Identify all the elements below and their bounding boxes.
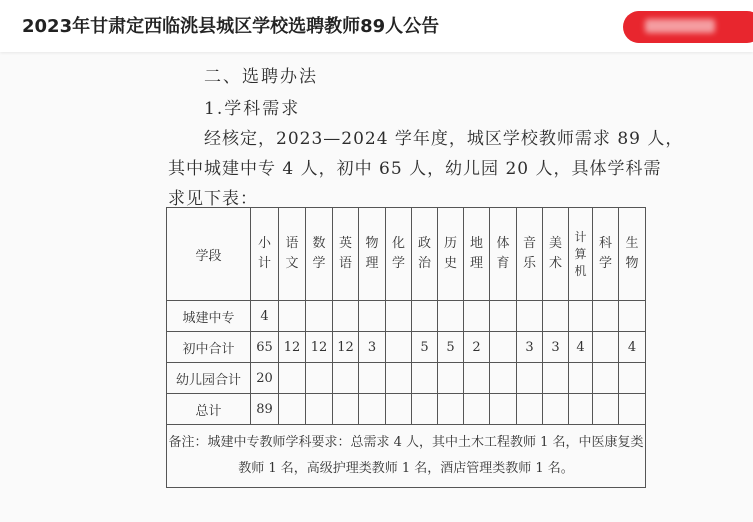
table-cell xyxy=(438,363,464,394)
table-header-row xyxy=(167,208,646,301)
table-cell xyxy=(386,363,412,394)
table-cell xyxy=(543,301,569,332)
table-cell xyxy=(306,301,333,332)
subsection-heading: 1.学科需求 xyxy=(204,99,301,119)
table-cell xyxy=(359,301,386,332)
table-cell xyxy=(279,363,306,394)
document-image xyxy=(0,52,753,522)
subject-demand-table xyxy=(166,207,646,488)
table-cell xyxy=(359,363,386,394)
header-cell: 学段 xyxy=(167,208,251,301)
header-cell: 计算机 xyxy=(569,208,593,301)
table-cell xyxy=(569,363,593,394)
table-cell: 4 xyxy=(569,332,593,363)
header-cell: 音乐 xyxy=(517,208,543,301)
header-cell: 生物 xyxy=(619,208,646,301)
top-bar xyxy=(0,0,753,52)
action-button[interactable] xyxy=(623,11,753,43)
header-cell: 小计 xyxy=(251,208,279,301)
header-cell: 美术 xyxy=(543,208,569,301)
table-cell: 2 xyxy=(464,332,490,363)
table-cell xyxy=(490,394,517,425)
table-cell xyxy=(543,363,569,394)
paragraph-line: 其中城建中专 4 人，初中 65 人，幼儿园 20 人，具体学科需 xyxy=(168,159,662,179)
header-cell: 化学 xyxy=(386,208,412,301)
paragraph-line: 求见下表： xyxy=(168,189,258,209)
table-cell xyxy=(593,394,619,425)
table-cell: 初中合计 xyxy=(167,332,251,363)
table-cell xyxy=(333,301,359,332)
table-cell xyxy=(593,363,619,394)
table-cell xyxy=(490,363,517,394)
table-cell xyxy=(490,301,517,332)
header-cell: 地理 xyxy=(464,208,490,301)
table-cell: 12 xyxy=(306,332,333,363)
table-cell xyxy=(306,394,333,425)
table-cell: 城建中专 xyxy=(167,301,251,332)
header-cell: 语文 xyxy=(279,208,306,301)
table-cell xyxy=(279,301,306,332)
table-note-row xyxy=(167,425,646,488)
table-cell xyxy=(412,394,438,425)
table-cell: 89 xyxy=(251,394,279,425)
table-cell: 5 xyxy=(438,332,464,363)
table-cell xyxy=(386,301,412,332)
table-cell: 3 xyxy=(517,332,543,363)
header-cell: 科学 xyxy=(593,208,619,301)
table-row xyxy=(167,394,646,425)
table-cell xyxy=(490,332,517,363)
table-note: 备注：城建中专教师学科要求：总需求 4 人，其中土木工程教师 1 名，中医康复类教师 1 名，高级护理类教师 1 名，酒店管理类教师 1 名。 xyxy=(167,425,646,488)
table-cell: 3 xyxy=(359,332,386,363)
table-cell xyxy=(386,332,412,363)
paragraph-line: 经核定，2023—2024 学年度，城区学校教师需求 89 人， xyxy=(204,129,684,149)
table-cell xyxy=(619,301,646,332)
table-cell xyxy=(593,332,619,363)
table-cell xyxy=(619,394,646,425)
table-cell: 20 xyxy=(251,363,279,394)
table-cell xyxy=(464,301,490,332)
table-cell xyxy=(279,394,306,425)
header-cell: 物理 xyxy=(359,208,386,301)
table-row xyxy=(167,301,646,332)
table-cell xyxy=(464,363,490,394)
header-cell: 政治 xyxy=(412,208,438,301)
table-cell xyxy=(306,363,333,394)
table-cell xyxy=(464,394,490,425)
table-cell xyxy=(517,301,543,332)
table-row xyxy=(167,332,646,363)
table-cell xyxy=(569,301,593,332)
table-cell: 4 xyxy=(251,301,279,332)
table-cell xyxy=(569,394,593,425)
header-cell: 体育 xyxy=(490,208,517,301)
table-cell xyxy=(359,394,386,425)
header-cell: 数学 xyxy=(306,208,333,301)
table-cell xyxy=(543,394,569,425)
table-cell: 幼儿园合计 xyxy=(167,363,251,394)
table-cell xyxy=(386,394,412,425)
table-cell: 12 xyxy=(279,332,306,363)
table-cell: 4 xyxy=(619,332,646,363)
table-cell xyxy=(619,363,646,394)
header-cell: 英语 xyxy=(333,208,359,301)
table-row xyxy=(167,363,646,394)
page-title: 2023年甘肃定西临洮县城区学校选聘教师89人公告 xyxy=(22,16,440,37)
table-cell xyxy=(517,394,543,425)
table-cell xyxy=(438,394,464,425)
header-cell: 历史 xyxy=(438,208,464,301)
table-cell xyxy=(333,394,359,425)
table-cell: 3 xyxy=(543,332,569,363)
table-cell xyxy=(333,363,359,394)
table-cell xyxy=(412,363,438,394)
table-cell: 5 xyxy=(412,332,438,363)
table-cell: 12 xyxy=(333,332,359,363)
table-cell xyxy=(412,301,438,332)
table-cell xyxy=(593,301,619,332)
action-button-label xyxy=(645,19,715,33)
table-cell: 总计 xyxy=(167,394,251,425)
section-heading: 二、选聘办法 xyxy=(204,67,318,87)
table-cell: 65 xyxy=(251,332,279,363)
table-cell xyxy=(517,363,543,394)
table-cell xyxy=(438,301,464,332)
